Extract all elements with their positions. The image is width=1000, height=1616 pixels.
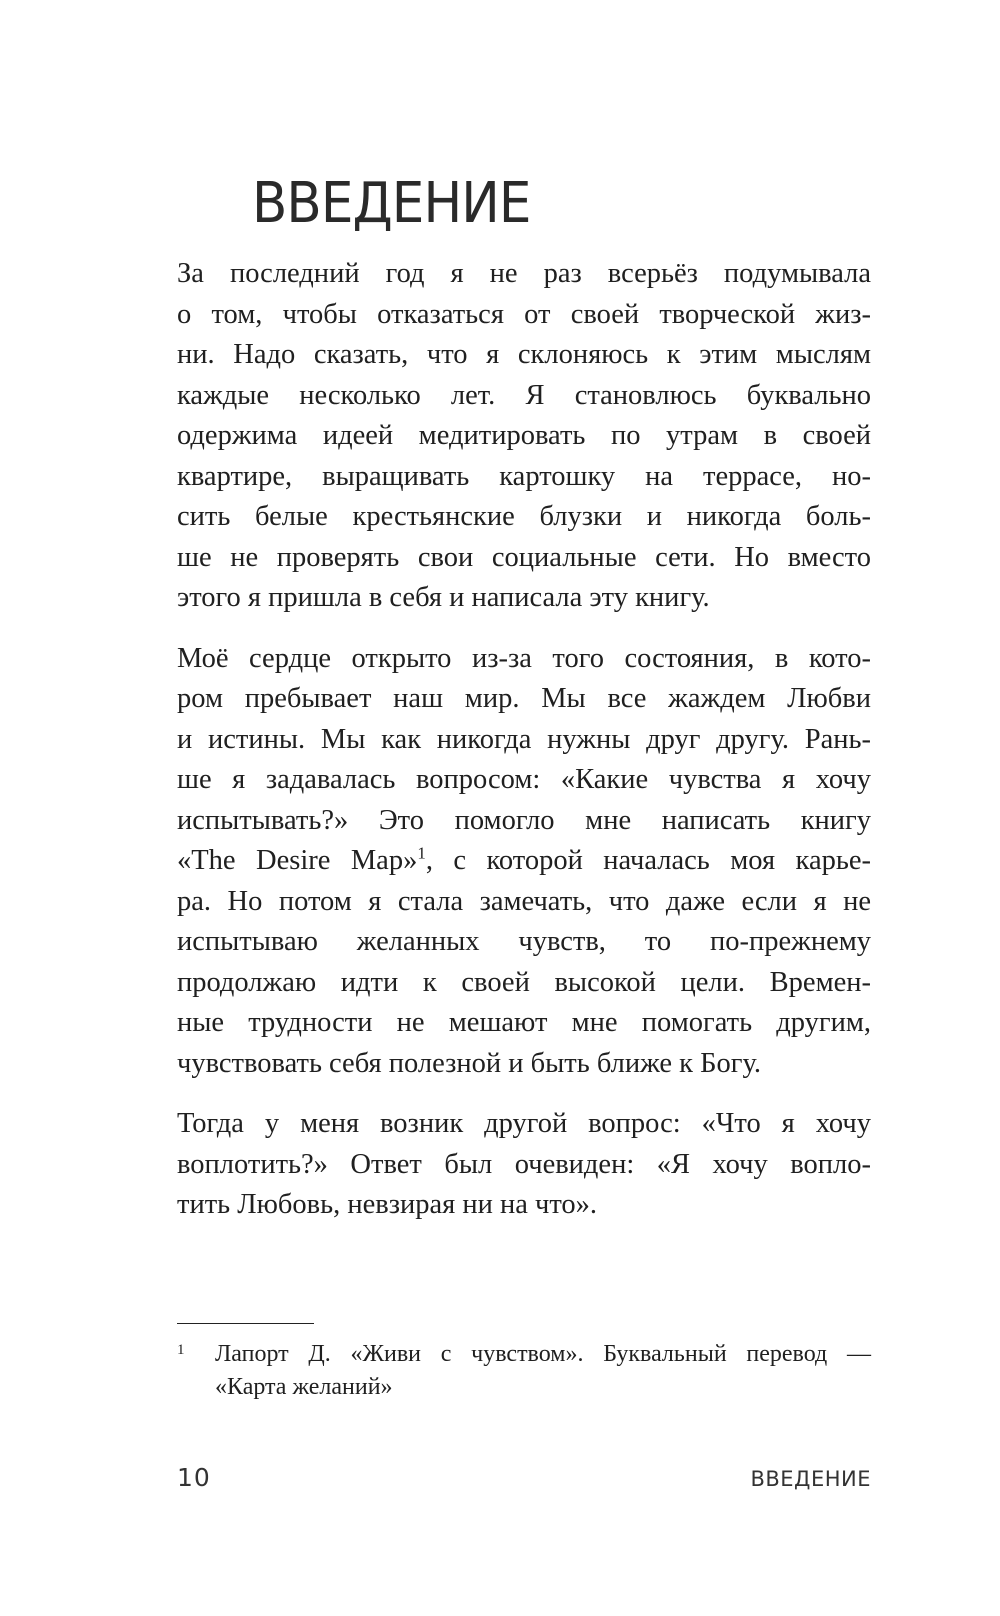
text-line: продолжаю идти к своей высокой цели. Времен- — [177, 966, 871, 998]
text-line: каждые несколько лет. Я становлюсь буквально — [177, 379, 871, 411]
body-text — [177, 254, 871, 1246]
paragraph-2 — [177, 639, 871, 1085]
text-line: тить Любовь, невзирая ни на что». — [177, 1189, 598, 1220]
footnote-line: Лапорт Д. «Живи с чувством». Буквальный перевод — — [215, 1341, 871, 1367]
footnote-divider — [177, 1323, 314, 1324]
text-line: квартире, выращивать картошку на террасе, но- — [177, 460, 871, 492]
text-line: одержима идеей медитировать по утрам в своей — [177, 420, 871, 451]
text-line: Моё сердце открыто из-за того состояния, в кото- — [177, 642, 871, 674]
text-line: За последний год я не раз всерьёз подумывала — [177, 258, 871, 289]
text-line-with-footnote — [177, 841, 871, 882]
text-line: Тогда у меня возник другой вопрос: «Что я хочу — [177, 1108, 871, 1139]
footnote-reference[interactable]: 1 — [417, 843, 426, 863]
text-line: чувствовать себя полезной и быть ближе к Богу. — [177, 1047, 761, 1079]
footnote-line: «Карта желаний» — [215, 1374, 393, 1400]
page-number: 10 — [177, 1463, 211, 1492]
text-line: о том, чтобы отказаться от своей творческой жиз- — [177, 298, 871, 330]
text-line: ром пребывает наш мир. Мы все жаждем Любви — [177, 683, 871, 714]
text-line: испытываю желанных чувств, то по-прежнему — [177, 926, 871, 957]
running-header: ВВЕДЕНИЕ — [750, 1467, 871, 1491]
paragraph-1 — [177, 254, 871, 619]
footnote-number: 1 — [177, 1342, 185, 1358]
text-line: этого я пришла в себя и написала эту книгу. — [177, 582, 710, 613]
text-line: ные трудности не мешают мне помогать другим, — [177, 1007, 871, 1038]
text-line: ни. Надо сказать, что я склоняюсь к этим мыслям — [177, 339, 871, 370]
text-line: воплотить?» Ответ был очевиден: «Я хочу вопло- — [177, 1148, 871, 1180]
chapter-title: ВВЕДЕНИЕ — [252, 171, 531, 236]
book-title-text: «The Desire Map» — [177, 845, 418, 876]
text-line: ше я задавалась вопросом: «Какие чувства я хочу — [177, 764, 871, 795]
footnote — [177, 1338, 871, 1404]
text-line: сить белые крестьянские блузки и никогда боль- — [177, 501, 871, 532]
text-line: и истины. Мы как никогда нужны друг другу. Рань- — [177, 723, 871, 755]
paragraph-3 — [177, 1104, 871, 1226]
text-line: ше не проверять свои социальные сети. Но вместо — [177, 541, 871, 573]
text-line: ра. Но потом я стала замечать, что даже если я не — [177, 885, 871, 917]
footnote-text — [215, 1338, 871, 1404]
text-line: испытывать?» Это помогло мне написать книгу — [177, 804, 871, 836]
text-fragment: , с которой началась моя карье- — [425, 845, 871, 876]
